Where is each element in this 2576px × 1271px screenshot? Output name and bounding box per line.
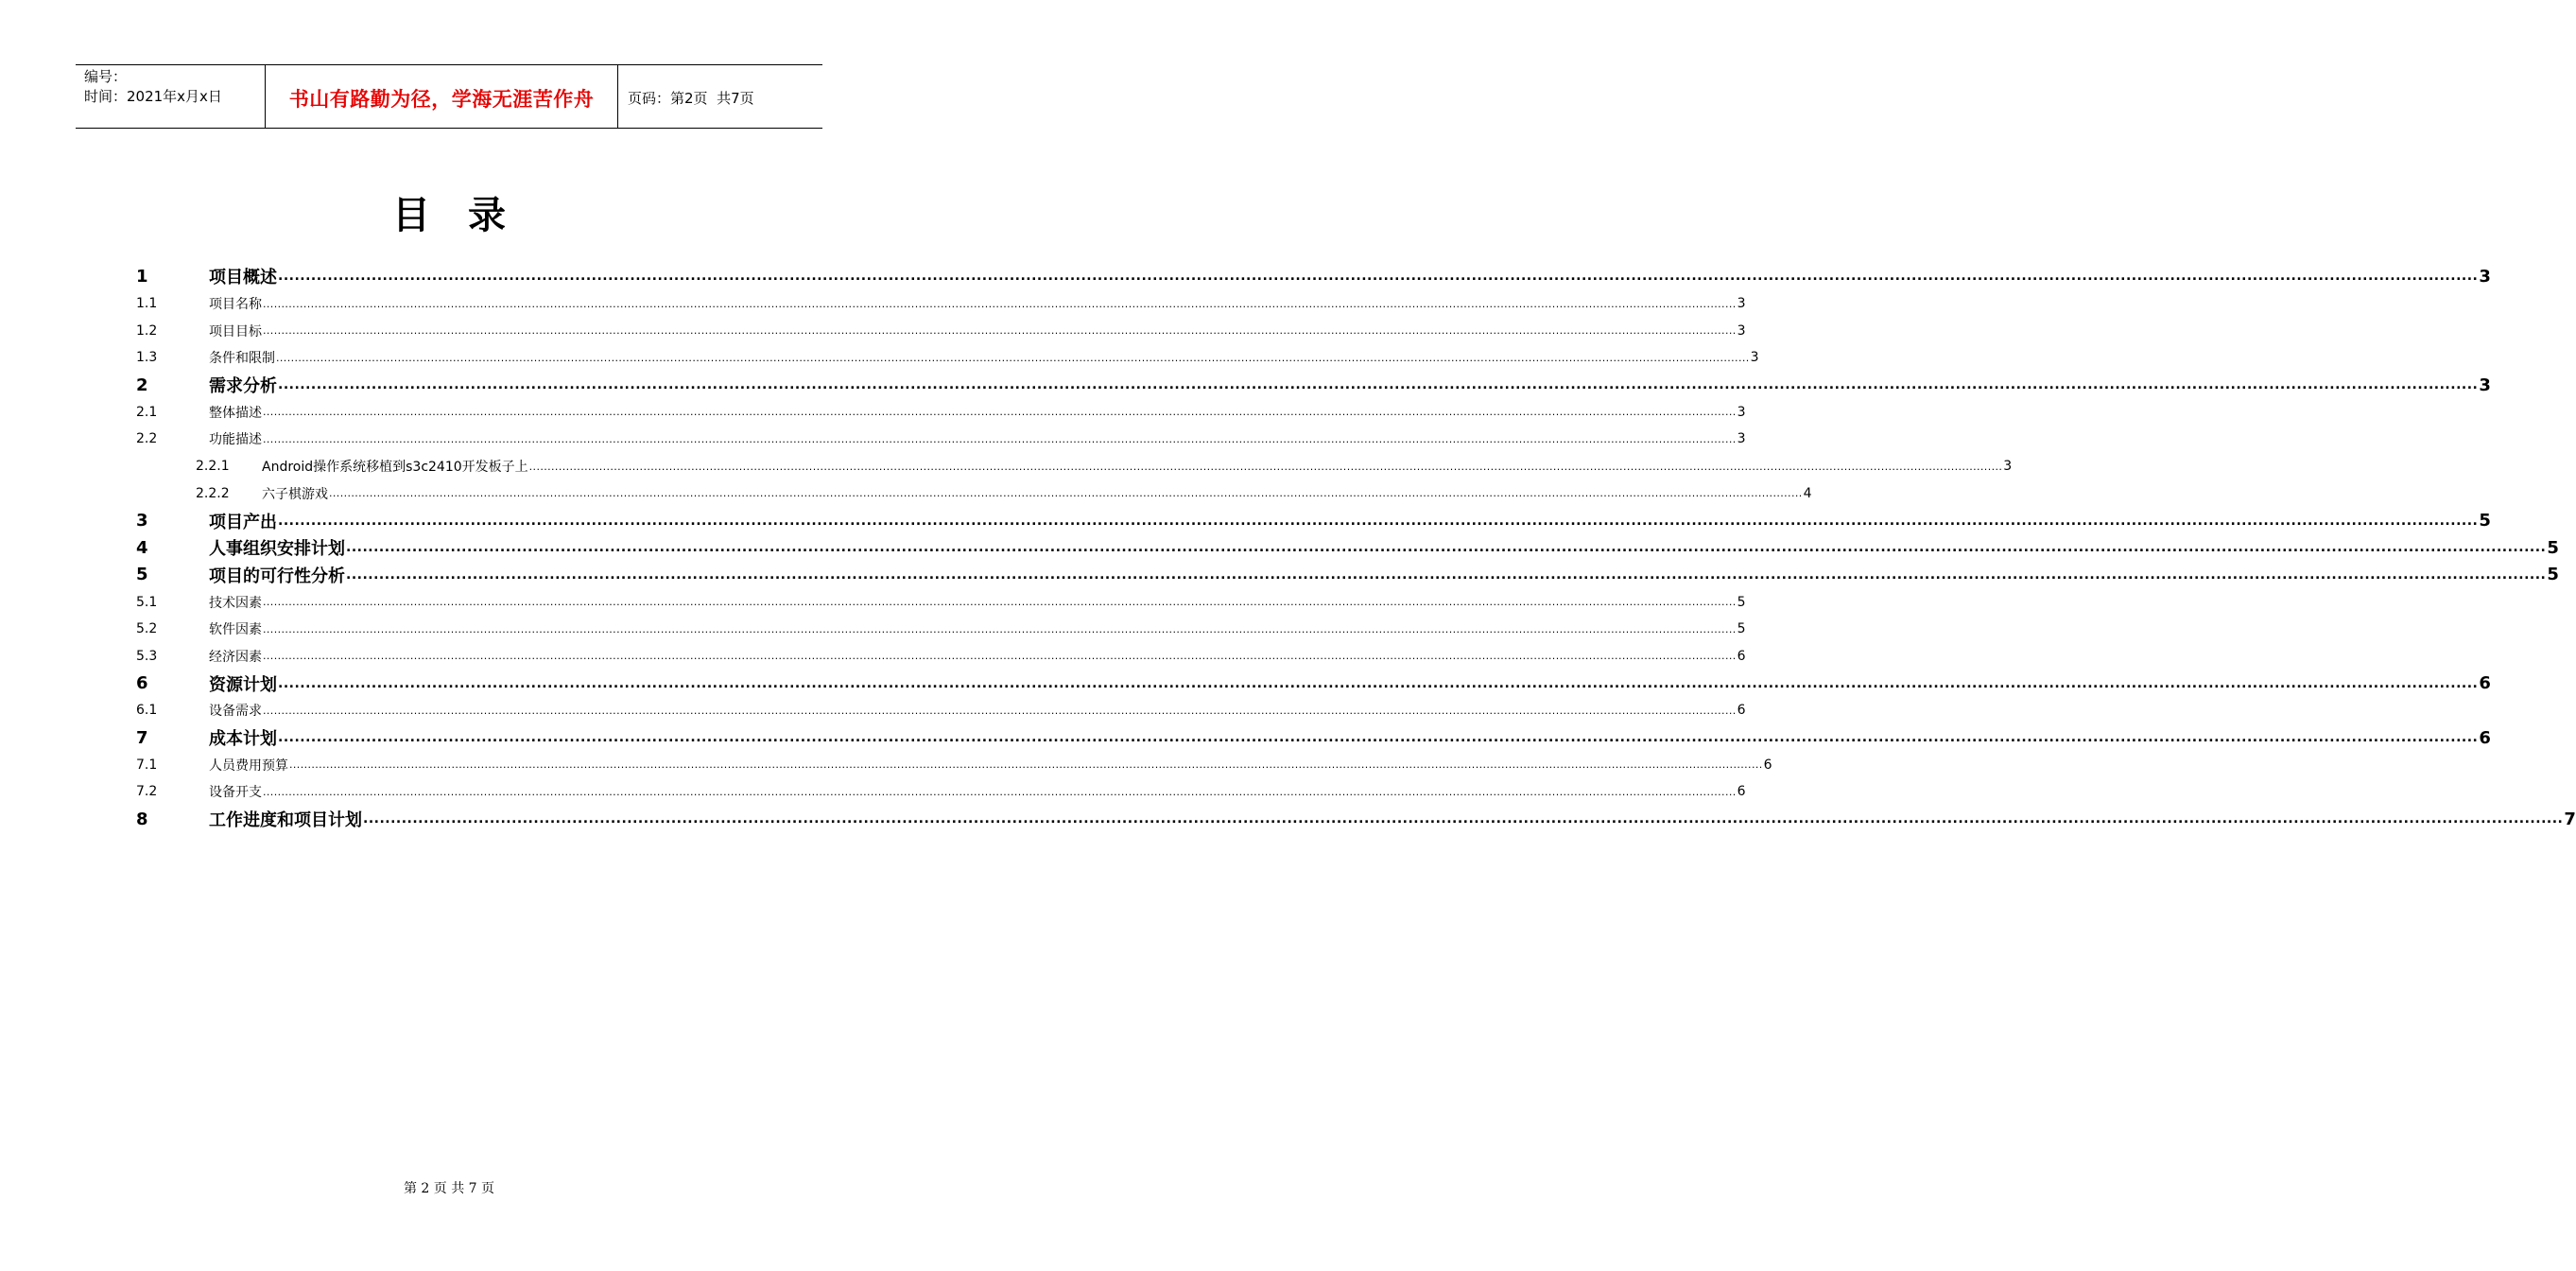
toc-title: 目录: [392, 194, 544, 237]
toc-entry-body: [209, 398, 1746, 426]
toc-entry-page: 3: [1737, 431, 1746, 447]
toc-entry-body: [209, 372, 2491, 399]
toc-entry-page: 3: [2479, 374, 2491, 395]
toc-entry-label: 项目目标: [209, 323, 262, 340]
footer-page-number: 第 2 页 共 7 页: [403, 1181, 495, 1196]
toc-entry-label: Android操作系统移植到s3c2410开发板子上: [262, 460, 528, 476]
toc-entry-label: 条件和限制: [209, 351, 275, 367]
toc-entry-page: 3: [1750, 350, 1759, 366]
toc-entry[interactable]: [136, 480, 1812, 508]
toc-entry-body: [209, 317, 1746, 344]
toc-entry-label: 经济因素: [209, 649, 262, 665]
toc-entry-page: 6: [1763, 757, 1772, 773]
toc-entry-page: 5: [2547, 565, 2559, 585]
toc-entry-body: [209, 697, 1746, 724]
toc-entry-label: 资源计划: [209, 674, 277, 695]
toc-entry-label: 项目产出: [209, 512, 277, 532]
toc-entry-body: [262, 453, 2013, 480]
toc-entry[interactable]: [136, 562, 2559, 589]
toc-dot-leader: ................................................................................................................................................................................................................................................................................................................................................................................................................: [263, 324, 1737, 338]
toc-entry-body: [209, 344, 1759, 372]
toc-entry[interactable]: [136, 643, 1746, 670]
toc-entry-page: 3: [1737, 322, 1746, 339]
toc-entry-number: 2.2.1: [196, 459, 230, 475]
toc-entry-label: 项目名称: [209, 297, 262, 313]
header-page-cell: [618, 65, 822, 128]
toc-entry-body: [209, 290, 1746, 318]
toc-entry-page: 5: [2547, 537, 2559, 558]
toc-entry-label: 整体描述: [209, 405, 262, 421]
toc-entry-number: 1: [136, 266, 148, 287]
toc-entry[interactable]: [136, 534, 2559, 562]
toc-entry-label: 软件因素: [209, 622, 262, 638]
toc-dot-leader: ................................................................................................................................................................................................................................................................................................................................................................................................................: [278, 675, 2479, 691]
toc-entry-number: 4: [136, 537, 148, 558]
toc-entry-page: 6: [2479, 727, 2491, 748]
toc-entry-label: 设备需求: [209, 704, 262, 720]
header-motto: 书山有路勤为径，学海无涯苦作舟: [288, 88, 595, 111]
toc-entry-number: 1.3: [136, 350, 158, 366]
toc-entry-page: 5: [1737, 621, 1746, 637]
toc-entry-label: 功能描述: [209, 432, 262, 448]
toc-entry-body: [209, 670, 2491, 697]
toc-entry[interactable]: [136, 398, 1746, 426]
toc-entry-number: 5.1: [136, 594, 158, 610]
toc-entry-body: [262, 480, 1812, 508]
toc-entry-page: 5: [1737, 594, 1746, 610]
toc-entry-number: 7: [136, 727, 148, 748]
toc-dot-leader: ................................................................................................................................................................................................................................................................................................................................................................................................................: [263, 704, 1737, 717]
toc-entry[interactable]: [136, 751, 1772, 778]
toc-entry-label: 人事组织安排计划: [209, 539, 345, 560]
toc-entry[interactable]: [136, 453, 2013, 480]
toc-entry-page: 5: [2479, 511, 2491, 531]
page-footer: [0, 1178, 898, 1197]
toc-entry-page: 6: [1737, 703, 1746, 719]
toc-entry-number: 7.1: [136, 757, 158, 773]
toc-entry[interactable]: [136, 670, 2491, 697]
toc-dot-leader: ................................................................................................................................................................................................................................................................................................................................................................................................................: [289, 758, 1763, 772]
toc-entry-number: 3: [136, 511, 148, 531]
toc-entry[interactable]: [136, 588, 1746, 616]
toc-entry-label: 成本计划: [209, 729, 277, 750]
header-motto-cell: [266, 65, 618, 128]
document-time-label: 时间：2021年x月x日: [84, 88, 222, 105]
toc-dot-leader: ................................................................................................................................................................................................................................................................................................................................................................................................................: [329, 487, 1803, 500]
toc-dot-leader: ................................................................................................................................................................................................................................................................................................................................................................................................................: [363, 811, 2564, 827]
toc-entry-number: 1.1: [136, 296, 158, 312]
toc-dot-leader: ................................................................................................................................................................................................................................................................................................................................................................................................................: [263, 406, 1737, 419]
toc-entry-number: 7.2: [136, 784, 158, 800]
toc-entry-number: 1.2: [136, 322, 158, 339]
toc-dot-leader: ................................................................................................................................................................................................................................................................................................................................................................................................................: [278, 269, 2479, 285]
document-number-label: 编号：: [84, 68, 128, 85]
toc-entry-number: 6: [136, 673, 148, 694]
toc-entry-number: 5: [136, 565, 148, 585]
toc-dot-leader: ................................................................................................................................................................................................................................................................................................................................................................................................................: [263, 596, 1737, 609]
toc-dot-leader: ................................................................................................................................................................................................................................................................................................................................................................................................................: [346, 566, 2547, 583]
toc-entry-number: 2.2: [136, 431, 158, 447]
toc-entry-label: 人员费用预算: [209, 757, 288, 774]
toc-dot-leader: ................................................................................................................................................................................................................................................................................................................................................................................................................: [278, 513, 2479, 529]
toc-dot-leader: ................................................................................................................................................................................................................................................................................................................................................................................................................: [263, 650, 1737, 663]
toc-entry-number: 2.1: [136, 404, 158, 420]
toc-dot-leader: ................................................................................................................................................................................................................................................................................................................................................................................................................: [528, 460, 2003, 473]
toc-entry[interactable]: [136, 372, 2491, 399]
toc-entry[interactable]: [136, 344, 1759, 372]
toc-dot-leader: ................................................................................................................................................................................................................................................................................................................................................................................................................: [263, 785, 1737, 798]
table-of-contents: [136, 263, 2576, 832]
toc-entry-body: [209, 426, 1746, 453]
toc-entry-page: 6: [2479, 673, 2491, 694]
toc-entry-label: 六子棋游戏: [262, 486, 328, 502]
toc-entry-body: [209, 263, 2491, 290]
toc-entry-label: 项目的可行性分析: [209, 566, 345, 586]
toc-entry[interactable]: [136, 616, 1746, 643]
toc-entry-page: 3: [1737, 404, 1746, 420]
toc-entry-number: 6.1: [136, 703, 158, 719]
toc-entry-page: 3: [1737, 296, 1746, 312]
toc-entry-page: 6: [1737, 648, 1746, 664]
toc-entry-number: 2.2.2: [196, 485, 230, 501]
toc-entry[interactable]: [136, 806, 2576, 833]
toc-entry[interactable]: [136, 724, 2491, 752]
toc-dot-leader: ................................................................................................................................................................................................................................................................................................................................................................................................................: [263, 297, 1737, 310]
toc-entry-body: [209, 724, 2491, 752]
toc-entry-label: 设备开支: [209, 785, 262, 801]
toc-entry[interactable]: [136, 263, 2491, 290]
toc-entry-page: 7: [2564, 809, 2576, 829]
toc-entry-body: [209, 588, 1746, 616]
toc-entry-body: [209, 778, 1746, 806]
toc-entry-body: [209, 507, 2491, 534]
toc-entry-page: 6: [1737, 784, 1746, 800]
toc-entry-page: 3: [2479, 266, 2491, 287]
toc-entry-number: 2: [136, 374, 148, 395]
toc-dot-leader: ................................................................................................................................................................................................................................................................................................................................................................................................................: [276, 351, 1750, 364]
toc-entry-page: 3: [2003, 459, 2013, 475]
toc-entry[interactable]: [136, 697, 1746, 724]
toc-entry-label: 需求分析: [209, 376, 277, 397]
toc-entry[interactable]: [136, 507, 2491, 534]
toc-entry-label: 技术因素: [209, 595, 262, 611]
toc-entry[interactable]: [136, 426, 1746, 453]
toc-dot-leader: ................................................................................................................................................................................................................................................................................................................................................................................................................: [263, 622, 1737, 636]
toc-dot-leader: ................................................................................................................................................................................................................................................................................................................................................................................................................: [346, 540, 2547, 556]
toc-entry-label: 项目概述: [209, 268, 277, 288]
toc-dot-leader: ................................................................................................................................................................................................................................................................................................................................................................................................................: [263, 432, 1737, 445]
toc-entry-body: [209, 616, 1746, 643]
toc-dot-leader: ................................................................................................................................................................................................................................................................................................................................................................................................................: [278, 377, 2479, 393]
page-header: [76, 64, 822, 129]
toc-entry-number: 5.2: [136, 621, 158, 637]
toc-dot-leader: ................................................................................................................................................................................................................................................................................................................................................................................................................: [278, 730, 2479, 746]
toc-entry-number: 8: [136, 809, 148, 829]
toc-entry[interactable]: [136, 778, 1746, 806]
toc-entry-body: [209, 643, 1746, 670]
toc-entry-body: [209, 534, 2559, 562]
toc-entry-body: [209, 806, 2576, 833]
toc-entry-number: 5.3: [136, 648, 158, 664]
header-meta-cell: [76, 65, 266, 128]
toc-entry-body: [209, 562, 2559, 589]
toc-entry[interactable]: [136, 290, 1746, 318]
header-page-info: 页码：第2页 共7页: [628, 89, 754, 107]
toc-entry-body: [209, 751, 1772, 778]
toc-entry-page: 4: [1803, 485, 1812, 501]
toc-entry[interactable]: [136, 317, 1746, 344]
toc-entry-label: 工作进度和项目计划: [209, 810, 362, 831]
